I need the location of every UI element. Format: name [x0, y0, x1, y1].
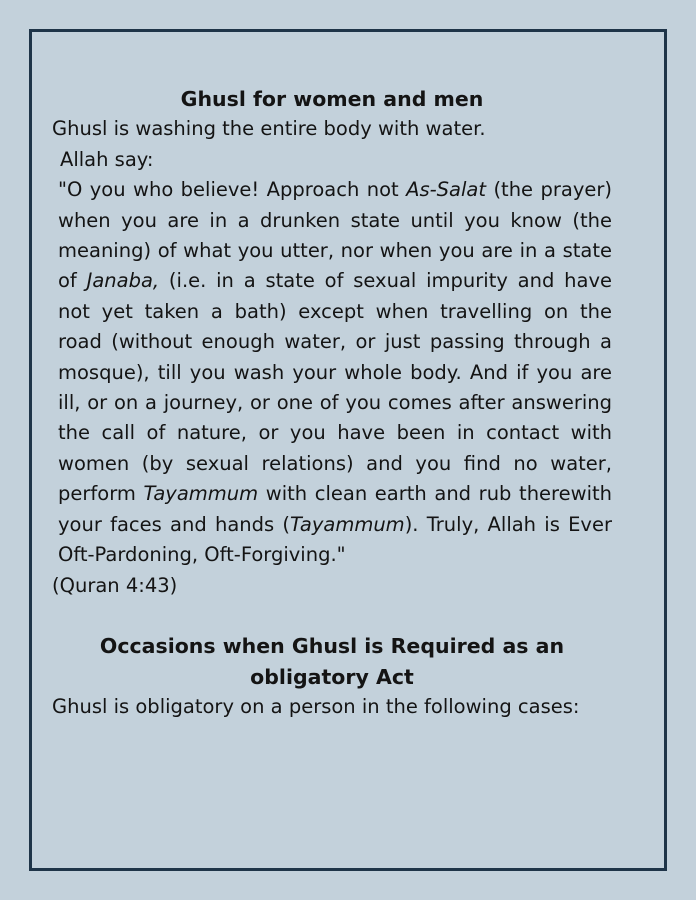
quote-text: ). Truly, Allah is Ever Oft-Pardoning, Oft-Forgiving.": [58, 512, 612, 567]
quote-text: (the prayer) when you are in a drunken state until you know (the meaning) of what you utter, nor when you are in a state of: [58, 178, 612, 293]
quran-citation: (Quran 4:43): [52, 573, 178, 597]
quote-term: Tayammum: [290, 512, 405, 536]
quote-term: Tayammum: [143, 482, 259, 506]
quote-text: (i.e. in a state of sexual impurity and have not yet taken a bath) except when travelling on the road (without enough water, or just passing through a mosque), till you wash your whole body. And if you are ill, or on a journey, or one of you comes after answering the call of nature, or you have been in contact with women (by sexual relations) and you find no water, perform: [58, 269, 612, 506]
quote-term: Janaba,: [86, 269, 160, 293]
quran-quote: [52, 175, 612, 570]
ghusl-definition: Ghusl is washing the entire body with water.: [52, 117, 486, 141]
quote-text: with clean earth and rub therewith your faces and hands (: [58, 482, 613, 536]
quote-text: "O you who believe! Approach not: [58, 178, 407, 202]
document-body: [52, 56, 612, 723]
section-heading-occasions: Occasions when Ghusl is Required as an obligatory Act: [99, 634, 565, 689]
quote-term: As-Salat: [406, 178, 487, 202]
section-spacer: [52, 601, 612, 631]
section-heading-ghusl: Ghusl for women and men: [180, 87, 484, 111]
occasions-intro: Ghusl is obligatory on a person in the following cases:: [52, 695, 580, 719]
quote-intro: Allah say:: [60, 147, 154, 171]
